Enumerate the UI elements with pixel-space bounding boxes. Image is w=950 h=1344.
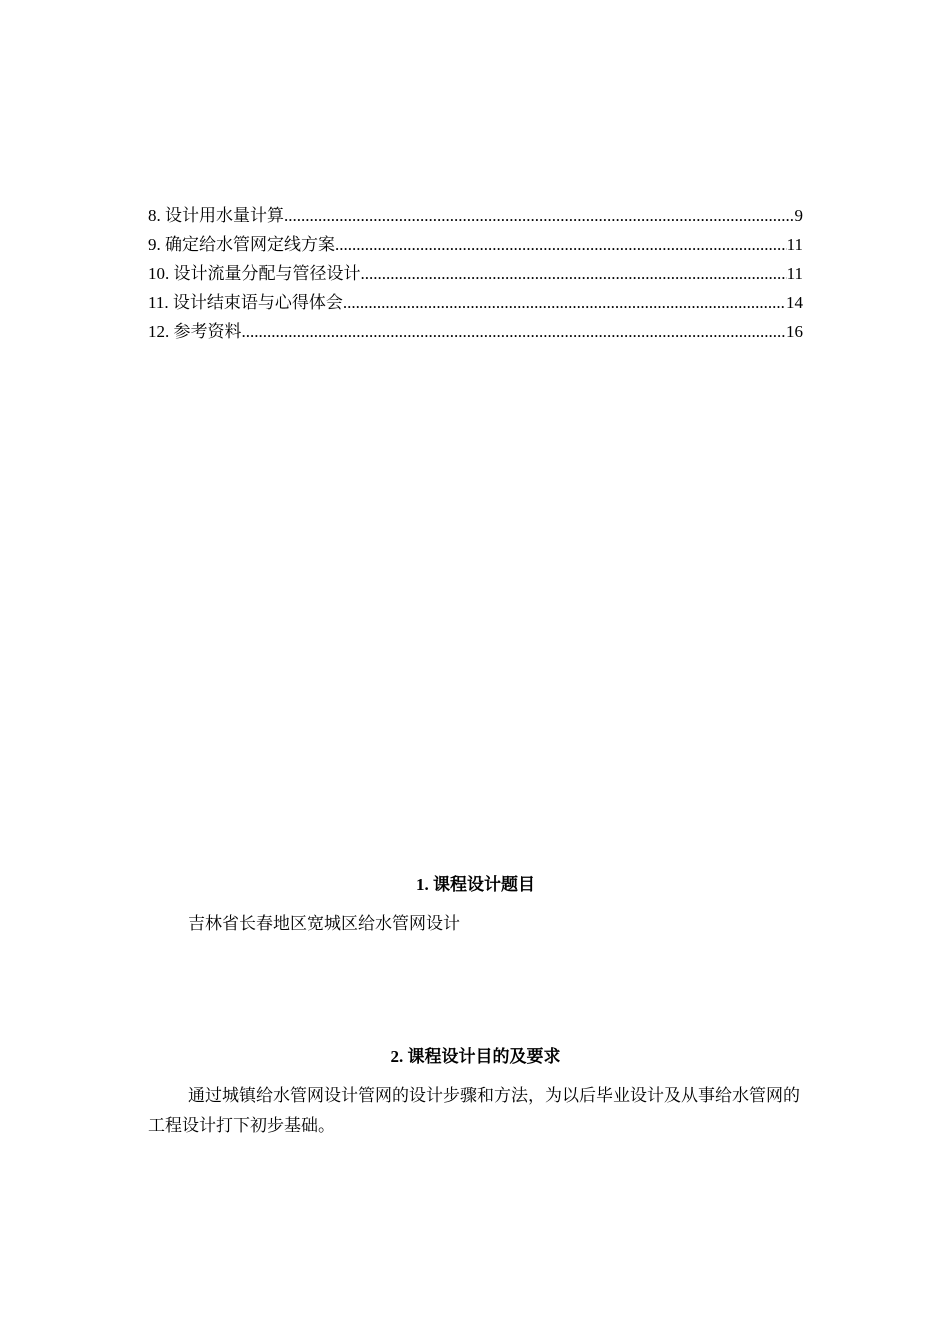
toc-entry-label: 10. 设计流量分配与管径设计 <box>148 264 361 283</box>
table-of-contents <box>148 201 803 346</box>
section-body: 吉林省长春地区宽城区给水管网设计 <box>188 914 460 933</box>
toc-entry-page: 11 <box>786 264 803 283</box>
section-heading: 2. 课程设计目的及要求 <box>390 1047 561 1066</box>
toc-entry-label: 8. 设计用水量计算 <box>148 206 284 225</box>
toc-entry[interactable] <box>148 288 803 317</box>
toc-entry-label: 12. 参考资料 <box>148 322 242 341</box>
section-body: 通过城镇给水管网设计管网的设计步骤和方法，为以后毕业设计及从事给水管网的工程设计打下初步基础。 <box>148 1086 800 1135</box>
toc-entry-page: 11 <box>786 235 803 254</box>
toc-entry-page: 16 <box>786 322 803 341</box>
toc-entry-page: 9 <box>794 206 803 225</box>
toc-entry-page: 14 <box>786 293 803 312</box>
toc-leader-dots <box>335 230 787 259</box>
toc-leader-dots <box>242 317 787 346</box>
toc-entry-label: 9. 确定给水管网定线方案 <box>148 235 335 254</box>
toc-leader-dots <box>284 201 795 230</box>
toc-entry-label: 11. 设计结束语与心得体会 <box>148 293 343 312</box>
toc-entry[interactable] <box>148 317 803 346</box>
toc-leader-dots <box>361 259 787 288</box>
toc-leader-dots <box>343 288 786 317</box>
toc-entry[interactable] <box>148 259 803 288</box>
section-heading: 1. 课程设计题目 <box>416 875 535 894</box>
toc-entry[interactable] <box>148 201 803 230</box>
toc-entry[interactable] <box>148 230 803 259</box>
